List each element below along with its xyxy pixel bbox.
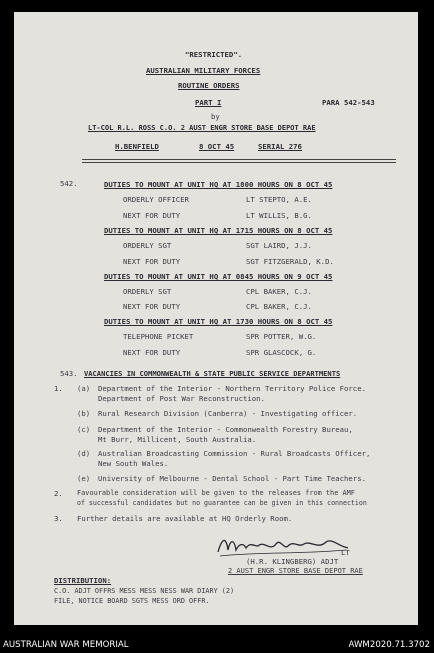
force-heading: AUSTRALIAN MILITARY FORCES — [146, 66, 261, 75]
document-page — [14, 12, 418, 625]
footer-source: AUSTRALIAN WAR MEMORIAL — [3, 640, 129, 650]
duty-role: ORDERLY OFFICER — [123, 195, 189, 204]
sub-item-line: Department of the Interior - Commonwealth Forestry Bureau, — [98, 425, 353, 434]
item-line: of successful candidates but no guarantee can be given in this connection — [77, 499, 367, 507]
sub-item-line: Department of the Interior - Northern Territory Police Force. — [98, 384, 366, 393]
serial-text: SERIAL 276 — [258, 142, 302, 151]
by-text: by — [211, 112, 220, 121]
distribution-line: FILE, NOTICE BOARD SGTS MESS ORD OFFR. — [54, 597, 210, 605]
para-number: 543. — [60, 369, 78, 378]
duty-role: NEXT FOR DUTY — [123, 257, 181, 266]
duty-role: NEXT FOR DUTY — [123, 302, 181, 311]
sub-item-line: University of Melbourne - Dental School - Part Time Teachers. — [98, 474, 366, 483]
separator-line — [82, 159, 396, 160]
item-line: Further details are available at HQ Orderly Room. — [77, 514, 293, 523]
duty-name: LT WILLIS, B.G. — [246, 211, 312, 220]
footer-bar — [0, 637, 434, 653]
part-heading: PART I — [195, 98, 222, 107]
footer-accession-number: AWM2020.71.3702 — [348, 640, 430, 650]
sub-item-key: (a) — [77, 384, 91, 393]
place-text: H.BENFIELD — [115, 142, 159, 151]
duty-heading: DUTIES TO MOUNT AT UNIT HQ AT 0845 HOURS ON 9 OCT 45 — [104, 272, 333, 281]
sub-item-key: (e) — [77, 474, 91, 483]
duty-name: SGT FITZGERALD, K.D. — [246, 257, 334, 266]
duty-name: SPR POTTER, W.G. — [246, 332, 317, 341]
sub-item-line: Department of Post War Reconstruction. — [98, 394, 265, 403]
signature-unit: 2 AUST ENGR STORE BASE DEPOT RAE — [228, 567, 363, 575]
sub-item-line: Rural Research Division (Canberra) - Investigating officer. — [98, 409, 358, 418]
duty-role: NEXT FOR DUTY — [123, 211, 181, 220]
duty-name: CPL BAKER, C.J. — [246, 287, 312, 296]
item-number: 2. — [54, 489, 63, 498]
sub-item-line: New South Wales. — [98, 459, 169, 468]
duty-role: ORDERLY SGT — [123, 241, 172, 250]
date-text: 8 OCT 45 — [199, 142, 235, 151]
orders-heading: ROUTINE ORDERS — [178, 81, 240, 90]
restricted-heading: "RESTRICTED". — [185, 50, 243, 59]
para-number: 542. — [60, 179, 78, 188]
duty-role: ORDERLY SGT — [123, 287, 172, 296]
commander-line: LT-COL R.L. ROSS C.O. 2 AUST ENGR STORE BASE DEPOT RAE — [88, 124, 316, 132]
sub-item-line: Mt Burr, Millicent, South Australia. — [98, 435, 257, 444]
sub-item-key: (b) — [77, 409, 91, 418]
sub-item-key: (d) — [77, 449, 91, 458]
signature-name: (H.R. KLINGBERG) ADJT — [246, 557, 339, 566]
distribution-line: C.O. ADJT OFFRS MESS MESS NESS WAR DIARY (2) — [54, 587, 235, 595]
sub-item-line: Australian Broadcasting Commission - Rural Broadcasts Officer, — [98, 449, 371, 458]
duty-heading: DUTIES TO MOUNT AT UNIT HQ AT 1800 HOURS ON 8 OCT 45 — [104, 180, 333, 189]
sub-item-key: (c) — [77, 425, 91, 434]
distribution-heading: DISTRIBUTION: — [54, 576, 112, 585]
item-number: 1. — [54, 384, 63, 393]
duty-role: TELEPHONE PICKET — [123, 332, 194, 341]
duty-heading: DUTIES TO MOUNT AT UNIT HQ AT 1730 HOURS ON 8 OCT 45 — [104, 317, 333, 326]
duty-name: SPR GLASCOCK, G. — [246, 348, 317, 357]
vacancies-heading: VACANCIES IN COMMONWEALTH & STATE PUBLIC SERVICE DEPARTMENTS — [84, 369, 341, 378]
duty-name: LT STEPTO, A.E. — [246, 195, 312, 204]
duty-name: SGT LAIRD, J.J. — [246, 241, 312, 250]
handwritten-signature — [214, 530, 354, 560]
duty-role: NEXT FOR DUTY — [123, 348, 181, 357]
duty-name: CPL BAKER, C.J. — [246, 302, 312, 311]
item-number: 3. — [54, 514, 63, 523]
signature-rank: LT — [341, 548, 350, 557]
para-reference: PARA 542-543 — [322, 98, 375, 107]
separator-line — [82, 162, 396, 163]
item-line: Favourable consideration will be given to the releases from the AMF — [77, 489, 355, 497]
duty-heading: DUTIES TO MOUNT AT UNIT HQ AT 1715 HOURS ON 8 OCT 45 — [104, 226, 333, 235]
